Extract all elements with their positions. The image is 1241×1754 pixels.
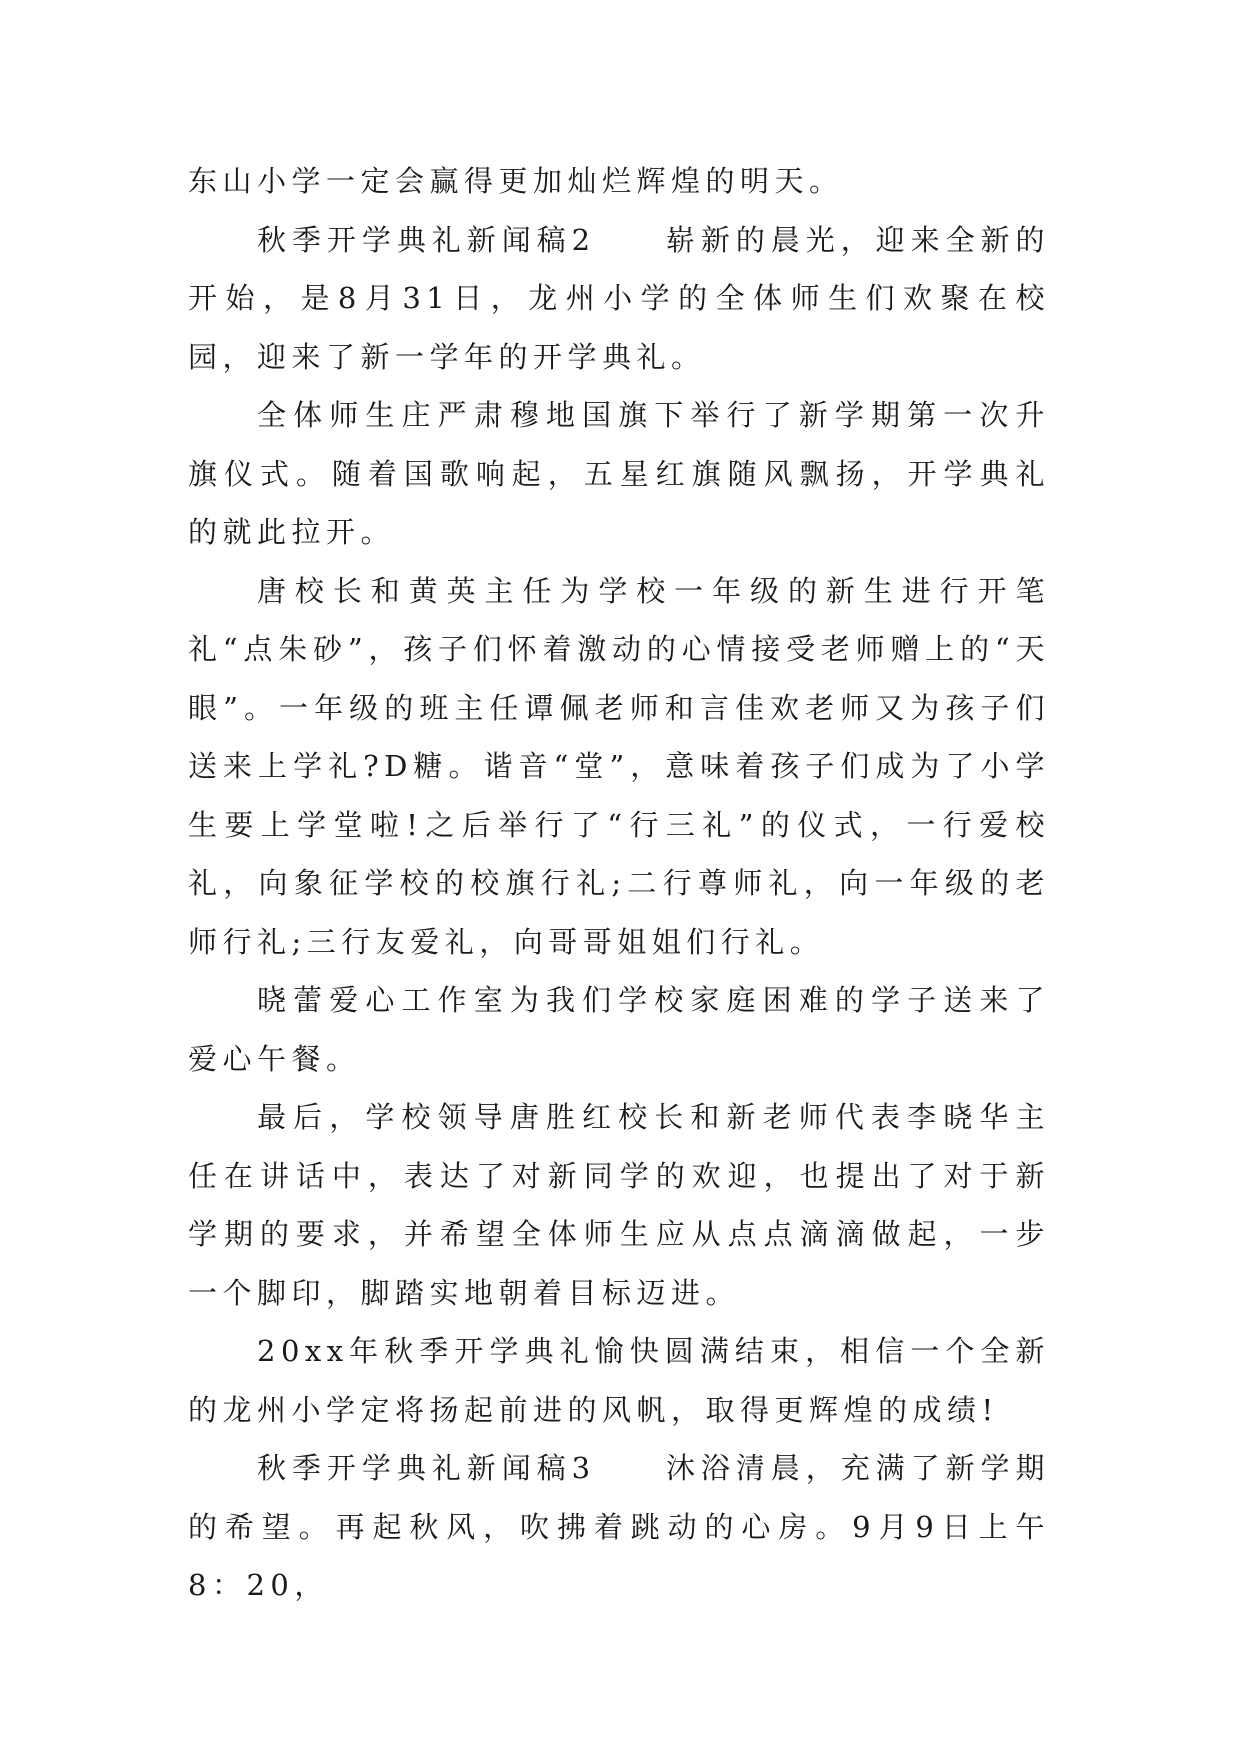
paragraph-speeches: 最后，学校领导唐胜红校长和新老师代表李晓华主任在讲话中，表达了对新同学的欢迎，也提出了对于新学期的要求，并希望全体师生应从点点滴滴做起，一步一个脚印，脚踏实地朝着目标迈进。 xyxy=(188,1100,1050,1310)
paragraph-opening-rites: 唐校长和黄英主任为学校一年级的新生进行开笔礼“点朱砂”，孩子们怀着激动的心情接受老师赠上的“天眼”。一年级的班主任谭佩老师和言佳欢老师又为孩子们送来上学礼?D糖。谐音“堂”，意味着孩子们成为了小学生要上学堂啦!之后举行了“行三礼”的仪式，一行爱校礼，向象征学校的校旗行礼;二行尊师礼，向一年级的老师行礼;三行友爱礼，向哥哥姐姐们行礼。 xyxy=(188,573,1050,959)
paragraph-flag-ceremony: 全体师生庄严肃穆地国旗下举行了新学期第一次升旗仪式。随着国歌响起，五星红旗随风飘扬，开学典礼的就此拉开。 xyxy=(188,398,1050,549)
paragraph-continuation: 东山小学一定会赢得更加灿烂辉煌的明天。 xyxy=(188,164,844,198)
paragraph-article-2-intro: 秋季开学典礼新闻稿2 崭新的晨光，迎来全新的开始，是8月31日，龙州小学的全体师生们欢聚在校园，迎来了新一学年的开学典礼。 xyxy=(188,222,1050,374)
document-body xyxy=(188,152,1050,1615)
paragraph-charity-lunch: 晓蕾爱心工作室为我们学校家庭困难的学子送来了爱心午餐。 xyxy=(188,983,1050,1076)
paragraph-article-3-intro: 秋季开学典礼新闻稿3 沐浴清晨，充满了新学期的希望。再起秋风，吹拂着跳动的心房。9月9日上午8：20， xyxy=(188,1451,1050,1602)
paragraph-conclusion: 20xx年秋季开学典礼愉快圆满结束，相信一个全新的龙州小学定将扬起前进的风帆，取得更辉煌的成绩! xyxy=(188,1334,1050,1427)
